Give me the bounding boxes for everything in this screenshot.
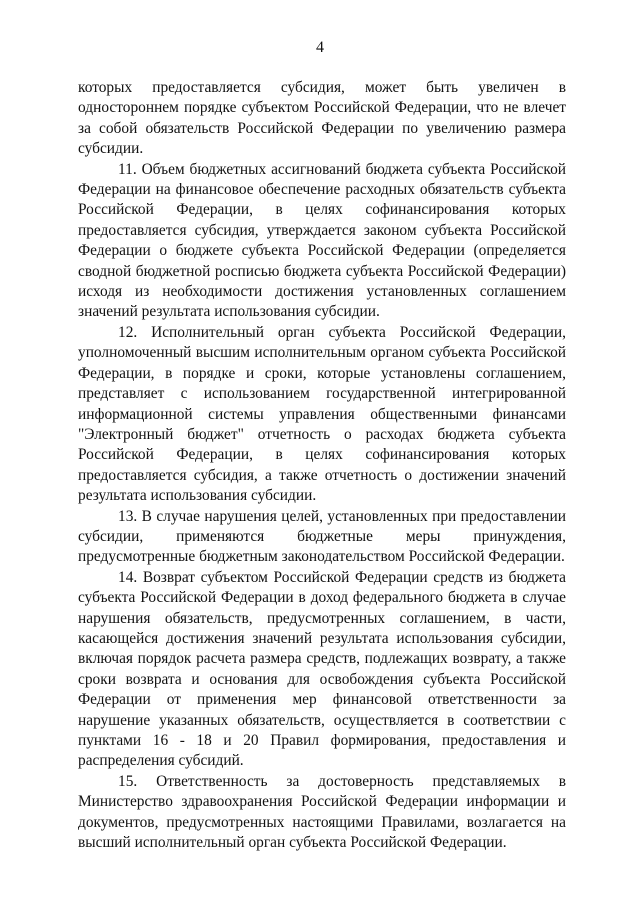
paragraph-13: 13. В случае нарушения целей, установленных при предоставлении субсидии, применяются бюджетные меры принуждения, предусмотренные бюджетным законодательством Российской Федерации. — [78, 507, 566, 566]
paragraph-15: 15. Ответственность за достоверность представляемых в Министерство здравоохранения Российской Федерации информации и документов, предусмотренных настоящими Правилами, возлагается на высший исполнительный орган субъекта Российской Федерации. — [78, 772, 566, 852]
page-number: 4 — [316, 39, 324, 56]
paragraph-14: 14. Возврат субъектом Российской Федерации средств из бюджета субъекта Российской Федерации в доход федерального бюджета в случае нарушения обязательств, предусмотренных соглашением, в части, касающейся достижения значений результата использования субсидии, включая порядок расчета размера средств, подлежащих возврату, а также сроки возврата и основания для освобождения субъекта Российской Федерации от применения мер финансовой ответственности за нарушение указанных обязательств, осуществляется в соответствии с пунктами 16 - 18 и 20 Правил формирования, предоставления и распределения субсидий. — [78, 568, 566, 770]
paragraph-11: 11. Объем бюджетных ассигнований бюджета субъекта Российской Федерации на финансовое обеспечение расходных обязательств субъекта Российской Федерации, в целях софинансирования которых предоставляется субсидия, утверждается законом субъекта Российской Федерации о бюджете субъекта Российской Федерации (определяется сводной бюджетной росписью бюджета субъекта Российской Федерации) исходя из необходимости достижения установленных соглашением значений результата использования субсидии. — [78, 160, 566, 321]
document-body — [78, 78, 566, 853]
paragraph-12: 12. Исполнительный орган субъекта Российской Федерации, уполномоченный высшим исполнительным органом субъекта Российской Федерации, в порядке и сроки, которые установлены соглашением, представляет с использованием государственной интегрированной информационной системы управления общественными финансами "Электронный бюджет" отчетность о расходах бюджета субъекта Российской Федерации, в целях софинансирования которых предоставляется субсидия, а также отчетность о достижении значений результата использования субсидии. — [78, 323, 566, 505]
paragraph-continuation: которых предоставляется субсидия, может быть увеличен в одностороннем порядке субъектом Российской Федерации, что не влечет за собой обязательств Российской Федерации по увеличению размера субсидии. — [78, 79, 566, 158]
